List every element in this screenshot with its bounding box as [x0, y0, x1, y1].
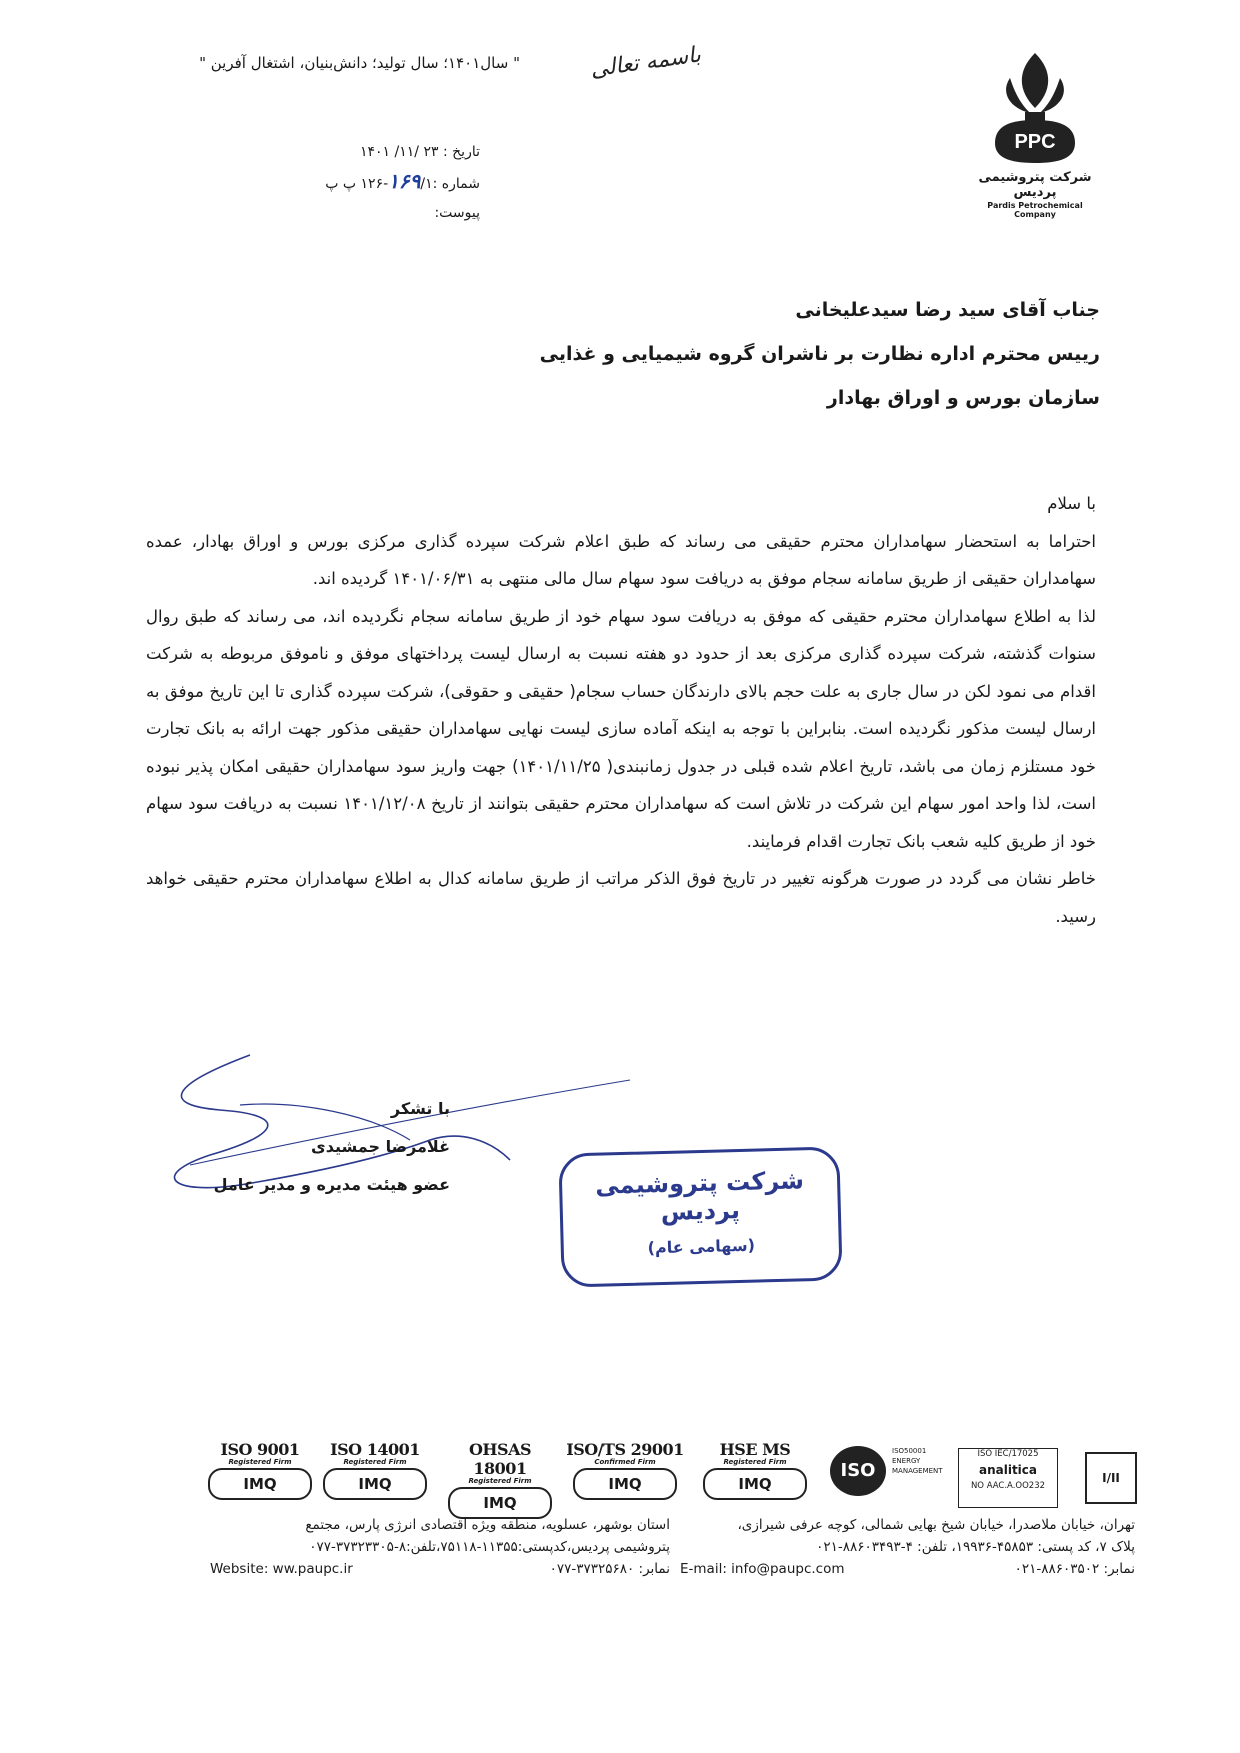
- cert-title: ISO 9001: [220, 1440, 300, 1459]
- number-handwritten: ۱۶۹: [388, 169, 421, 193]
- closing: با تشکر: [390, 1099, 450, 1118]
- accreditation-standard: ISO IEC/17025: [977, 1449, 1039, 1459]
- standard-mark-icon: I/II: [1085, 1452, 1137, 1504]
- footer-left-fax: نمابر: ۳۷۳۲۵۶۸۰-۰۷۷: [549, 1561, 670, 1577]
- letter-number: [300, 167, 480, 199]
- imq-badge-icon: IMQ: [323, 1468, 427, 1500]
- torch-flame-icon: [985, 48, 1085, 168]
- cert-iso-ts-29001: [565, 1440, 685, 1500]
- basmala: باسمه تعالی: [588, 42, 703, 83]
- footer-right-line-3: [680, 1558, 1135, 1580]
- footer-right-fax: نمابر: ۸۸۶۰۳۵۰۲-۰۲۱: [1014, 1561, 1135, 1577]
- imq-badge-icon: IMQ: [208, 1468, 312, 1500]
- imq-badge-icon: IMQ: [448, 1487, 552, 1519]
- attachment-label: پیوست:: [434, 205, 480, 221]
- cert-title: HSE MS: [719, 1440, 791, 1459]
- body-paragraph-3: خاطر نشان می گردد در صورت هرگونه تغییر در تاریخ فوق الذکر مراتب از طریق سامانه کدال به اطلاع سهامداران محترم حقیقی خواهد رسید.: [146, 869, 1096, 926]
- company-name-en: Pardis Petrochemical Company: [987, 201, 1083, 219]
- signer-title: عضو هیئت مدیره و مدیر عامل: [213, 1175, 450, 1194]
- company-logo: [970, 48, 1100, 223]
- footer-left-line-2: پتروشیمی پردیس،کدپستی:۱۱۳۵۵-۷۵۱۱۸،تلفن:۸-۳۷۳۲۳۳۰۵-۰۷۷: [309, 1539, 670, 1555]
- cert-title: OHSAS 18001: [468, 1440, 532, 1478]
- cert-title: ISO/TS 29001: [566, 1440, 684, 1459]
- accreditation-box: [958, 1448, 1058, 1508]
- iso-50001-mark: [830, 1446, 943, 1508]
- stamp-line-1: شرکت پتروشیمی پردیس: [594, 1166, 805, 1227]
- accreditation-name: analitica: [978, 1463, 1038, 1477]
- iso-50001-note: ISO50001 ENERGY MANAGEMENT: [892, 1447, 943, 1475]
- body-paragraph-2: لذا به اطلاع سهامداران محترم حقیقی که موفق به دریافت سود سهام خود از طریق سامانه سجام نگردیده اند، می رساند که طبق روال سنوات گذشته، شرکت سپرده گذاری مرکزی بعد از حدود دو هفته نسبت به ارسال لیست پرداختهای موفق و ناموفق مربوطه به شرکت اقدام می نمود لکن در سال جاری به علت حجم بالای دارندگان حساب سجام( حقیقی و حقوقی)، شرکت سپرده گذاری تا این تاریخ موفق به ارسال لیست مذکور نگردیده است. بنابراین با توجه به اینکه آماده سازی لیست نهایی سهامداران حقیقی مذکور جهت ارائه به بانک تجارت خود مستلزم زمان می باشد، تاریخ اعلام شده قبلی در جدول زمانبندی( ۱۴۰۱/۱۱/۲۵) جهت واریز سود سهامداران حقیقی امکان پذیر نبوده است، لذا واحد امور سهام این شرکت در تلاش است که سهامداران محترم حقیقی بتوانند از تاریخ ۱۴۰۱/۱۲/۰۸ نسبت به دریافت سود سهام خود از طریق کلیه شعب بانک تجارت اقدام فرمایند.: [146, 606, 1096, 851]
- iso-globe-icon: ISO: [830, 1446, 886, 1496]
- footer-left-line-3: [210, 1558, 670, 1580]
- recipient-title: رییس محترم اداره نظارت بر ناشران گروه شیمیایی و غذایی: [539, 343, 1100, 365]
- cert-iso-9001: [200, 1440, 320, 1500]
- cert-sub: Registered Firm: [228, 1458, 292, 1466]
- cert-ohsas-18001: [440, 1440, 560, 1519]
- signer-name: غلامرضا جمشیدی: [311, 1137, 450, 1156]
- footer-address-tehran: [680, 1514, 1135, 1580]
- cert-sub: Registered Firm: [468, 1477, 532, 1485]
- recipient-organization: سازمان بورس و اوراق بهادار: [826, 387, 1100, 409]
- footer-right-line-1: تهران، خیابان ملاصدرا، خیابان شیخ بهایی شمالی، کوچه عرفی شیرازی،: [737, 1517, 1135, 1533]
- footer-address-asaluyeh: [210, 1514, 670, 1580]
- footer-right-line-2: پلاک ۷، کد پستی: ۴۵۸۵۳-۱۹۹۳۶، تلفن: ۴-۸۸۶۰۳۴۹۳-۰۲۱: [816, 1539, 1135, 1555]
- footer-left-line-1: استان بوشهر، عسلویه، منطقه ویژه اقتصادی انرژی پارس، مجتمع: [305, 1517, 670, 1533]
- cert-hse-ms: [695, 1440, 815, 1500]
- slogan: " سال۱۴۰۱؛ سال تولید؛ دانش‌بنیان، اشتغال آفرین ": [199, 54, 520, 72]
- recipient-name: جناب آقای سید رضا سیدعلیخانی: [795, 299, 1100, 321]
- stamp-line-2: (سهامی عام): [647, 1235, 756, 1258]
- body-paragraph-1: احتراما به استحضار سهامداران محترم حقیقی می رساند که طبق اعلام شرکت سپرده گذاری مرکزی بورس و اوراق بهادار، عمده سهامداران حقیقی از طریق سامانه سجام موفق به دریافت سود سهام سال مالی منتهی به ۱۴۰۱/۰۶/۳۱ گردیده اند.: [146, 531, 1096, 588]
- recipient-block: [400, 288, 1100, 420]
- company-stamp: [558, 1146, 842, 1287]
- letter-date: تاریخ : ۲۳ /۱۱/ ۱۴۰۱: [360, 144, 480, 160]
- imq-badge-icon: IMQ: [703, 1468, 807, 1500]
- cert-sub: Registered Firm: [343, 1458, 407, 1466]
- imq-badge-icon: IMQ: [573, 1468, 677, 1500]
- cert-title: ISO 14001: [330, 1440, 420, 1459]
- company-name-fa: شرکت پتروشیمی پردیس: [978, 170, 1092, 200]
- cert-sub: Confirmed Firm: [594, 1458, 656, 1466]
- cert-sub: Registered Firm: [723, 1458, 787, 1466]
- accreditation-code: NO AAC.A.OO232: [970, 1481, 1046, 1491]
- letter-meta: [300, 138, 480, 228]
- footer-website[interactable]: Website: ww.paupc.ir: [210, 1561, 353, 1577]
- footer-email[interactable]: E-mail: info@paupc.com: [680, 1561, 845, 1577]
- number-suffix: /۱-۱۲۶ پ پ: [325, 176, 433, 192]
- logo-text: PPC: [1014, 131, 1056, 153]
- signature-block: [190, 1090, 450, 1204]
- number-label: شماره :: [432, 176, 480, 192]
- letter-body: [146, 485, 1096, 935]
- cert-iso-14001: [315, 1440, 435, 1500]
- greeting: با سلام: [1047, 494, 1096, 513]
